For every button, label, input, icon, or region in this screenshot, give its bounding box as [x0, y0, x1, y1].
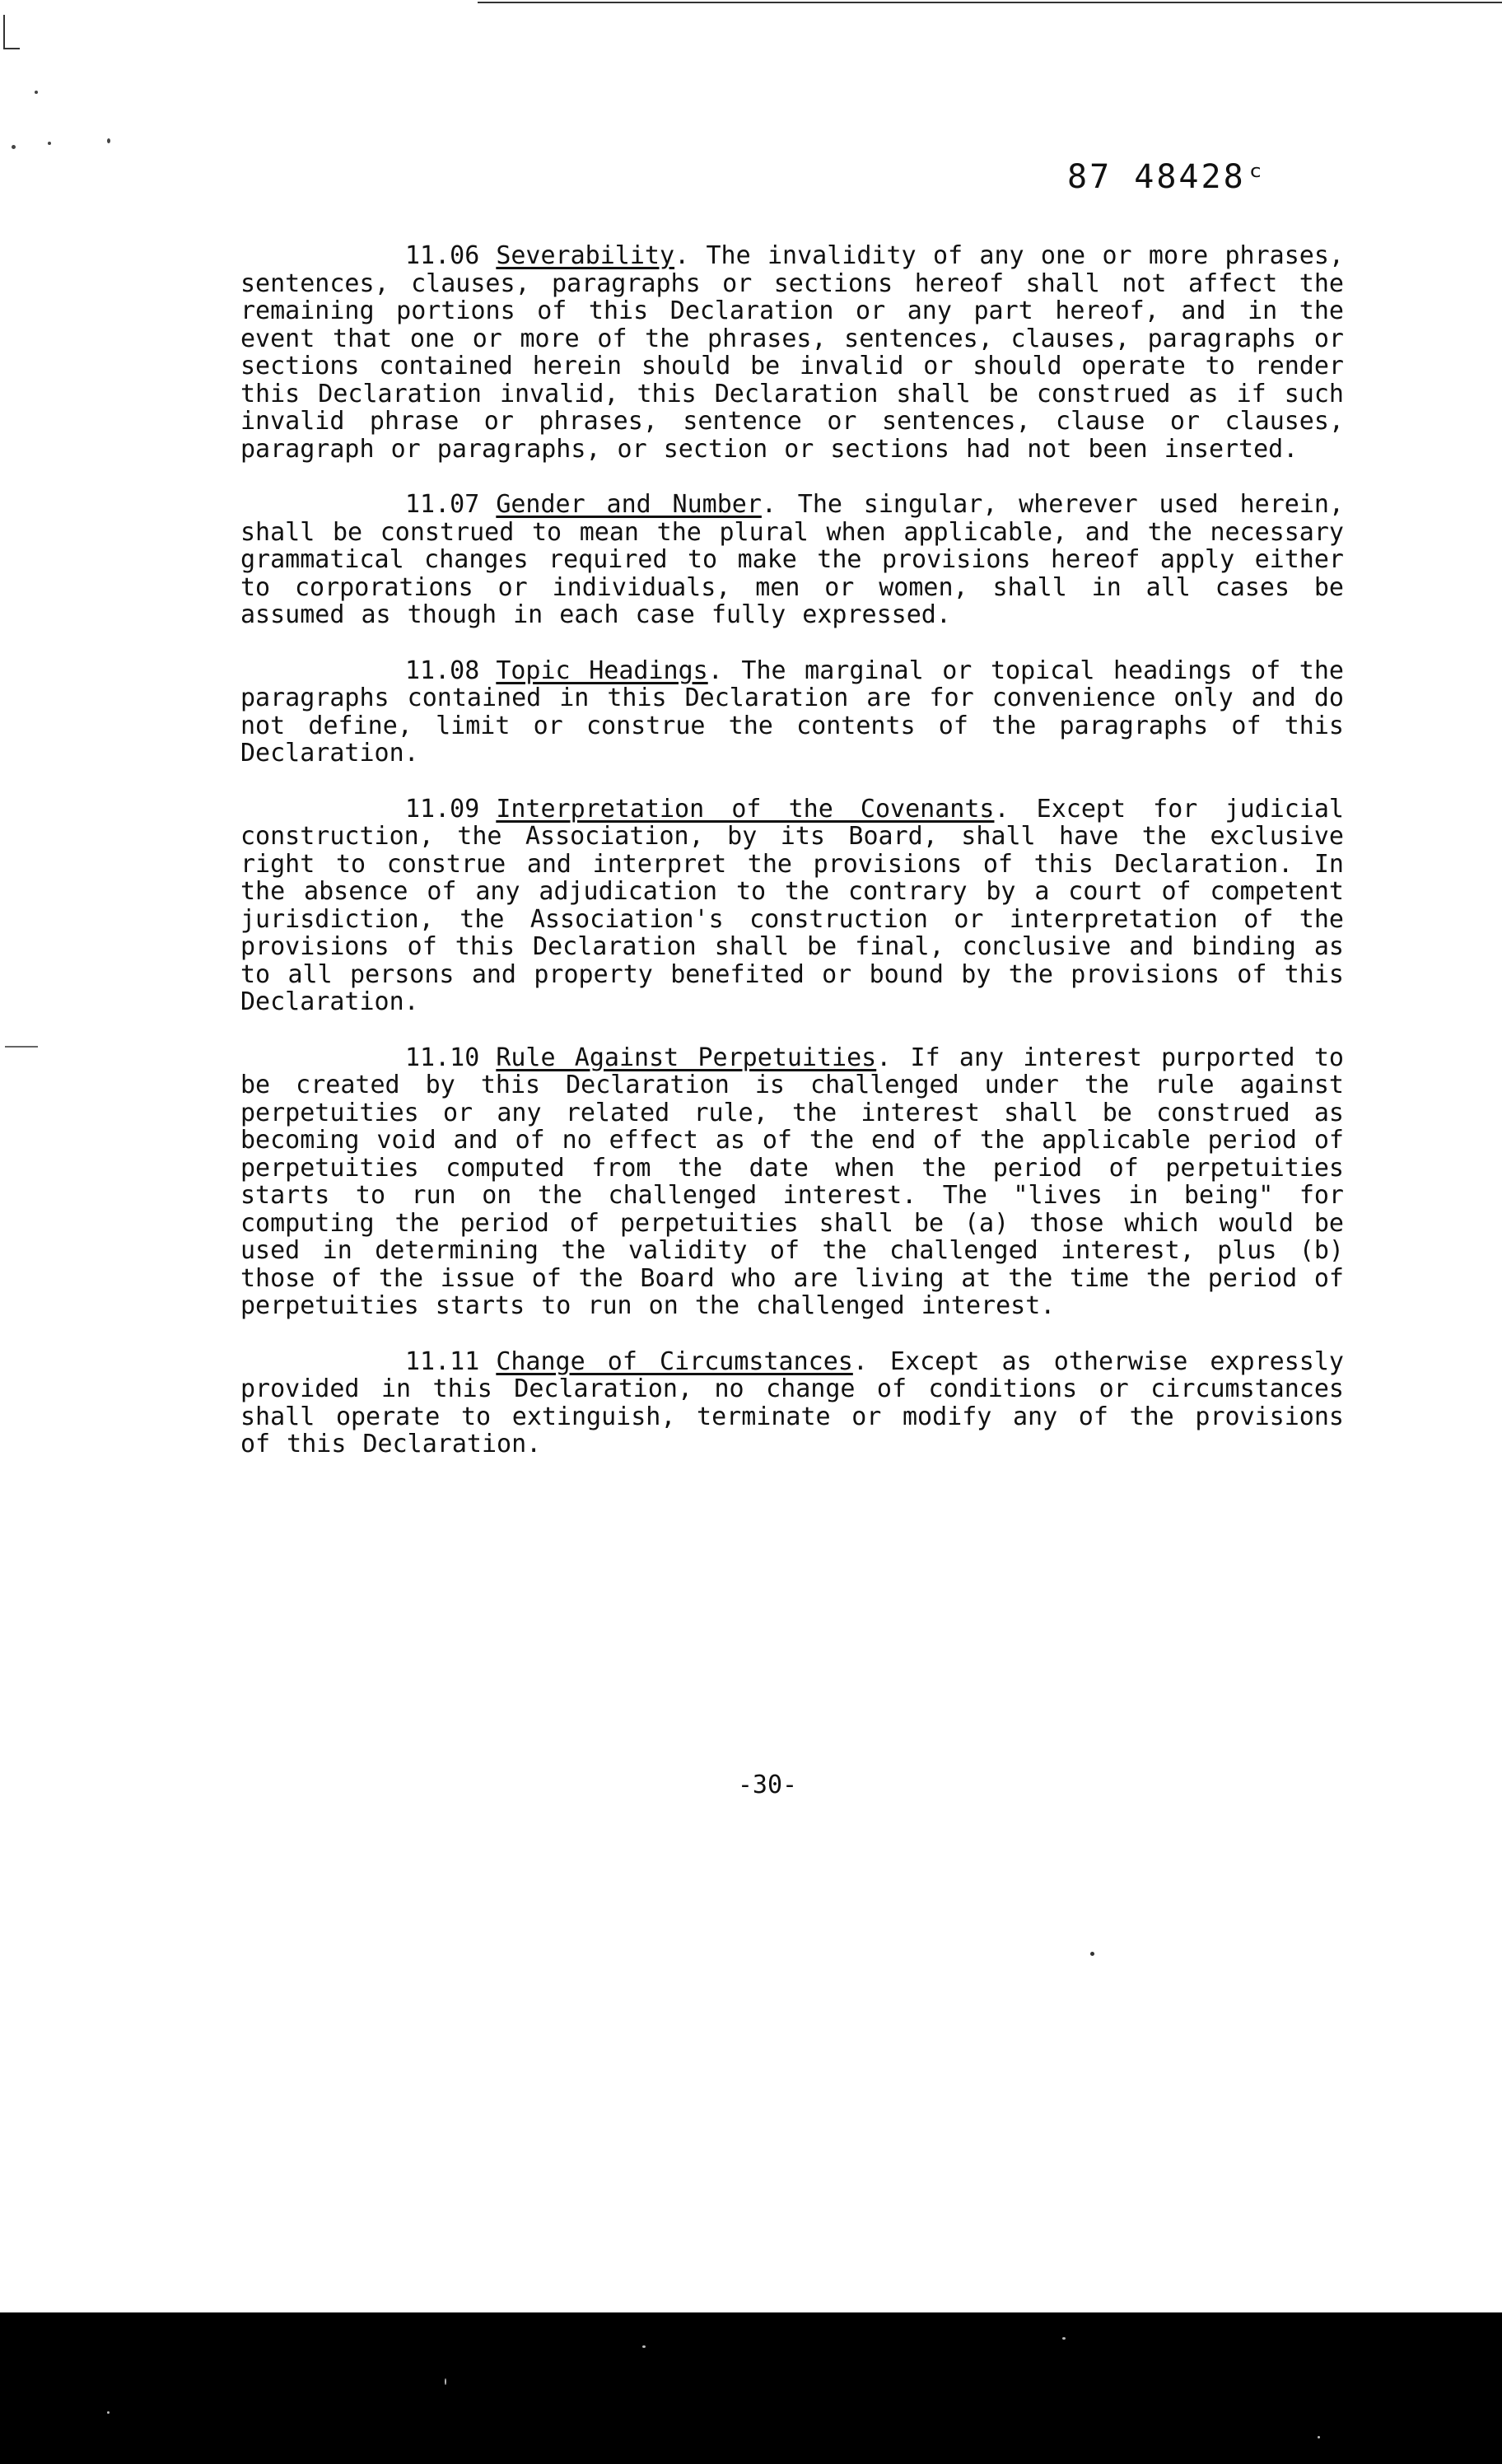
- scan-corner-mark: [3, 15, 20, 49]
- scan-speck: [12, 145, 16, 149]
- scan-top-edge: [478, 2, 1502, 3]
- section-title: Interpretation of the Covenants: [496, 794, 995, 824]
- section-11-06: [240, 242, 1344, 463]
- section-11-11: [240, 1348, 1344, 1458]
- page-number: -30-: [737, 1771, 798, 1799]
- scan-bottom-band: [0, 2312, 1502, 2464]
- scan-speck: [48, 142, 51, 145]
- section-number: 11.08: [405, 656, 480, 685]
- scan-speck: [107, 2411, 110, 2414]
- section-number: 11.07: [405, 490, 480, 519]
- section-text: . The singular, wherever used herein, shall be construed to mean the plural when applicable, and the necessary grammatical changes required to make the provisions hereof apply either to corporations or individuals, men or women, shall in all cases be assumed as though in each case fully expressed.: [240, 490, 1344, 629]
- scan-speck: [1062, 2337, 1066, 2340]
- scan-speck: [1318, 2436, 1320, 2438]
- scan-speck: [35, 91, 38, 94]
- section-text: . The invalidity of any one or more phrases, sentences, clauses, paragraphs or sections hereof shall not affect the remaining portions of this Declaration or any part hereof, and in the event that one or more of the phrases, sentences, clauses, paragraphs or sections contained herein should be invalid or should operate to render this Declaration invalid, this Declaration shall be construed as if such invalid phrase or phrases, sentence or sentences, clause or clauses, paragraph or paragraphs, or section or sections had not been inserted.: [240, 241, 1344, 464]
- section-text: . The marginal or topical headings of the paragraphs contained in this Declaration are for convenience only and do not define, limit or construe the contents of the paragraphs of this Declaration.: [240, 656, 1344, 768]
- section-11-10: [240, 1044, 1344, 1320]
- section-title: Gender and Number: [496, 490, 762, 519]
- section-11-09: [240, 796, 1344, 1016]
- scan-margin-mark: [5, 1046, 38, 1048]
- section-number: 11.09: [405, 794, 480, 824]
- document-recording-number: 87 48428ᶜ: [1067, 158, 1268, 196]
- section-text: . Except for judicial construction, the Association, by its Board, shall have the exclusive right to construe and interpret the provisions of this Declaration. In the absence of any adjudication to the contrary by a court of competent jurisdiction, the Association's construction or interpretation of the provisions of this Declaration shall be final, conclusive and binding as to all persons and property benefited or bound by the provisions of this Declaration.: [240, 794, 1344, 1016]
- section-number: 11.11: [405, 1346, 480, 1376]
- section-title: Severability: [496, 241, 675, 270]
- scan-speck: [642, 2345, 646, 2348]
- section-11-08: [240, 657, 1344, 768]
- section-text: . If any interest purported to be created by this Declaration is challenged under the rule against perpetuities or any related rule, the interest shall be construed as becoming void and of no effect as of the end of the applicable period of perpetuities computed from the date when the period of perpetuities starts to run on the challenged interest. The "lives in being" for computing the period of perpetuities shall be (a) those which would be used in determining the validity of the challenged interest, plus (b) those of the issue of the Board who are living at the time the period of perpetuities starts to run on the challenged interest.: [240, 1043, 1344, 1320]
- section-text: . Except as otherwise expressly provided in this Declaration, no change of conditions or circumstances shall operate to extinguish, terminate or modify any of the provisions of this Declaration.: [240, 1346, 1344, 1458]
- section-number: 11.06: [405, 241, 480, 270]
- section-number: 11.10: [405, 1043, 480, 1072]
- section-title: Change of Circumstances: [496, 1346, 853, 1376]
- document-body: [240, 242, 1344, 1486]
- section-11-07: [240, 491, 1344, 629]
- scan-speck: [1090, 1952, 1094, 1956]
- section-title: Topic Headings: [496, 656, 708, 685]
- scan-speck: [445, 2378, 446, 2385]
- scan-speck: [107, 138, 110, 143]
- section-title: Rule Against Perpetuities: [496, 1043, 877, 1072]
